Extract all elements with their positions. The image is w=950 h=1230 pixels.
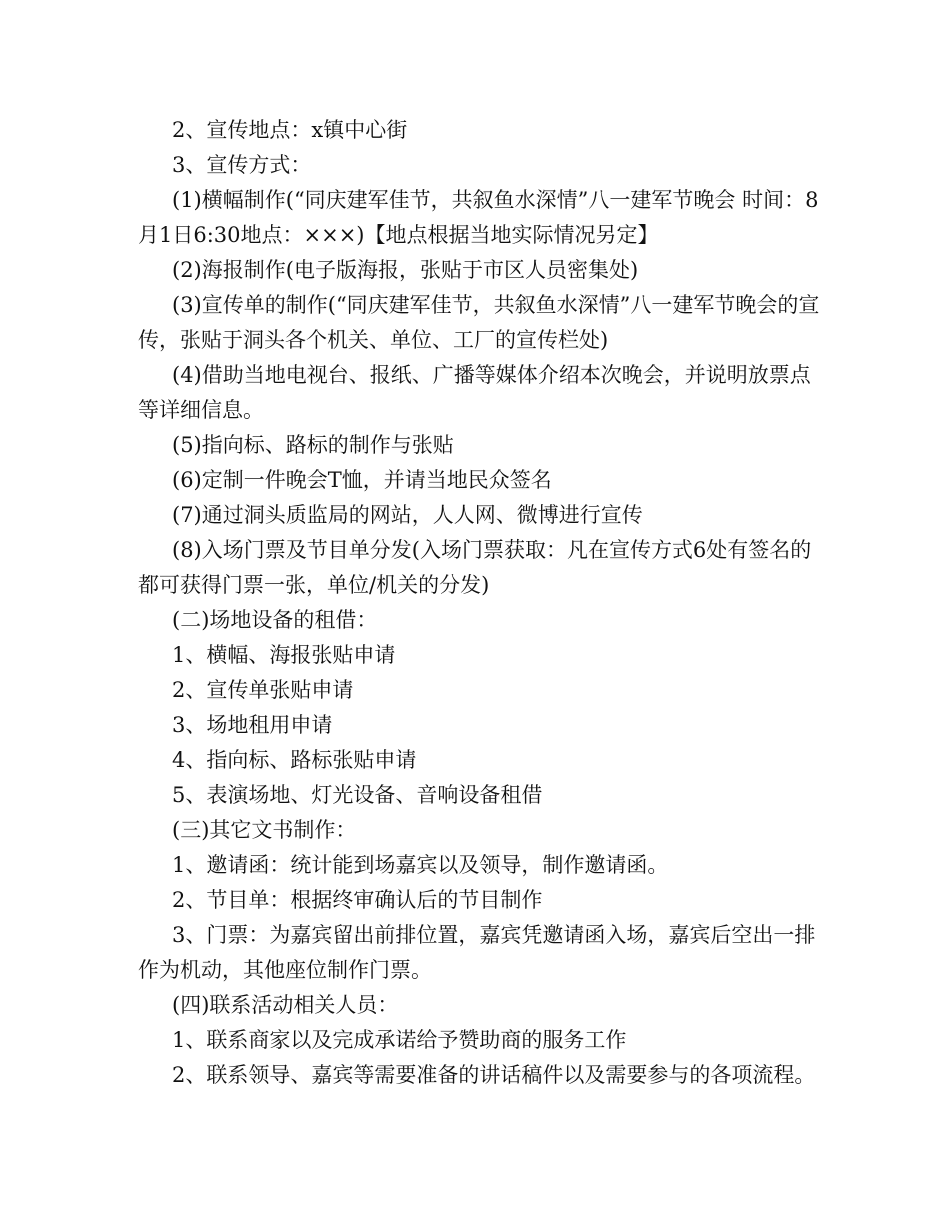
- section-heading-documents: (三)其它文书制作：: [172, 818, 357, 842]
- list-item: 1、横幅、海报张贴申请: [172, 643, 396, 667]
- list-item: 3、场地租用申请: [172, 713, 333, 737]
- list-item: 1、邀请函：统计能到场嘉宾以及领导，制作邀请函。: [172, 853, 669, 877]
- list-item: 2、宣传单张贴申请: [172, 678, 354, 702]
- paragraph-tshirt: (6)定制一件晚会T恤，并请当地民众签名: [172, 468, 552, 492]
- list-item: 5、表演场地、灯光设备、音响设备租借: [172, 783, 543, 807]
- section-heading-equipment: (二)场地设备的租借：: [172, 608, 378, 632]
- paragraph-signs: (5)指向标、路标的制作与张贴: [172, 433, 454, 457]
- document-body: [138, 113, 828, 1093]
- paragraph-media: (4)借助当地电视台、报纸、广播等媒体介绍本次晚会，并说明放票点等详细信息。: [138, 363, 811, 422]
- list-item: 3、门票：为嘉宾留出前排位置，嘉宾凭邀请函入场，嘉宾后空出一排作为机动，其他座位制作门票。: [138, 923, 816, 982]
- paragraph-flyer: (3)宣传单的制作(“同庆建军佳节，共叙鱼水深情”八一建军节晚会的宣传，张贴于洞头各个机关、单位、工厂的宣传栏处): [138, 293, 820, 352]
- list-item: 2、联系领导、嘉宾等需要准备的讲话稿件以及需要参与的各项流程。: [172, 1063, 816, 1087]
- list-item: 2、节目单：根据终审确认后的节目制作: [172, 888, 543, 912]
- list-item: 1、联系商家以及完成承诺给予赞助商的服务工作: [172, 1028, 627, 1052]
- paragraph-location: 2、宣传地点：x镇中心街: [172, 118, 408, 142]
- paragraph-online: (7)通过洞头质监局的网站，人人网、微博进行宣传: [172, 503, 643, 527]
- list-item: 4、指向标、路标张贴申请: [172, 748, 417, 772]
- paragraph-method-heading: 3、宣传方式：: [172, 153, 312, 177]
- paragraph-tickets: (8)入场门票及节目单分发(入场门票获取：凡在宣传方式6处有签名的都可获得门票一张，单位/机关的分发): [138, 538, 812, 597]
- paragraph-banner: (1)横幅制作(“同庆建军佳节，共叙鱼水深情”八一建军节晚会 时间：8月1日6:30地点：×××)【地点根据当地实际情况另定】: [138, 188, 819, 247]
- paragraph-poster: (2)海报制作(电子版海报，张贴于市区人员密集处): [172, 258, 639, 282]
- section-heading-contacts: (四)联系活动相关人员：: [172, 993, 399, 1017]
